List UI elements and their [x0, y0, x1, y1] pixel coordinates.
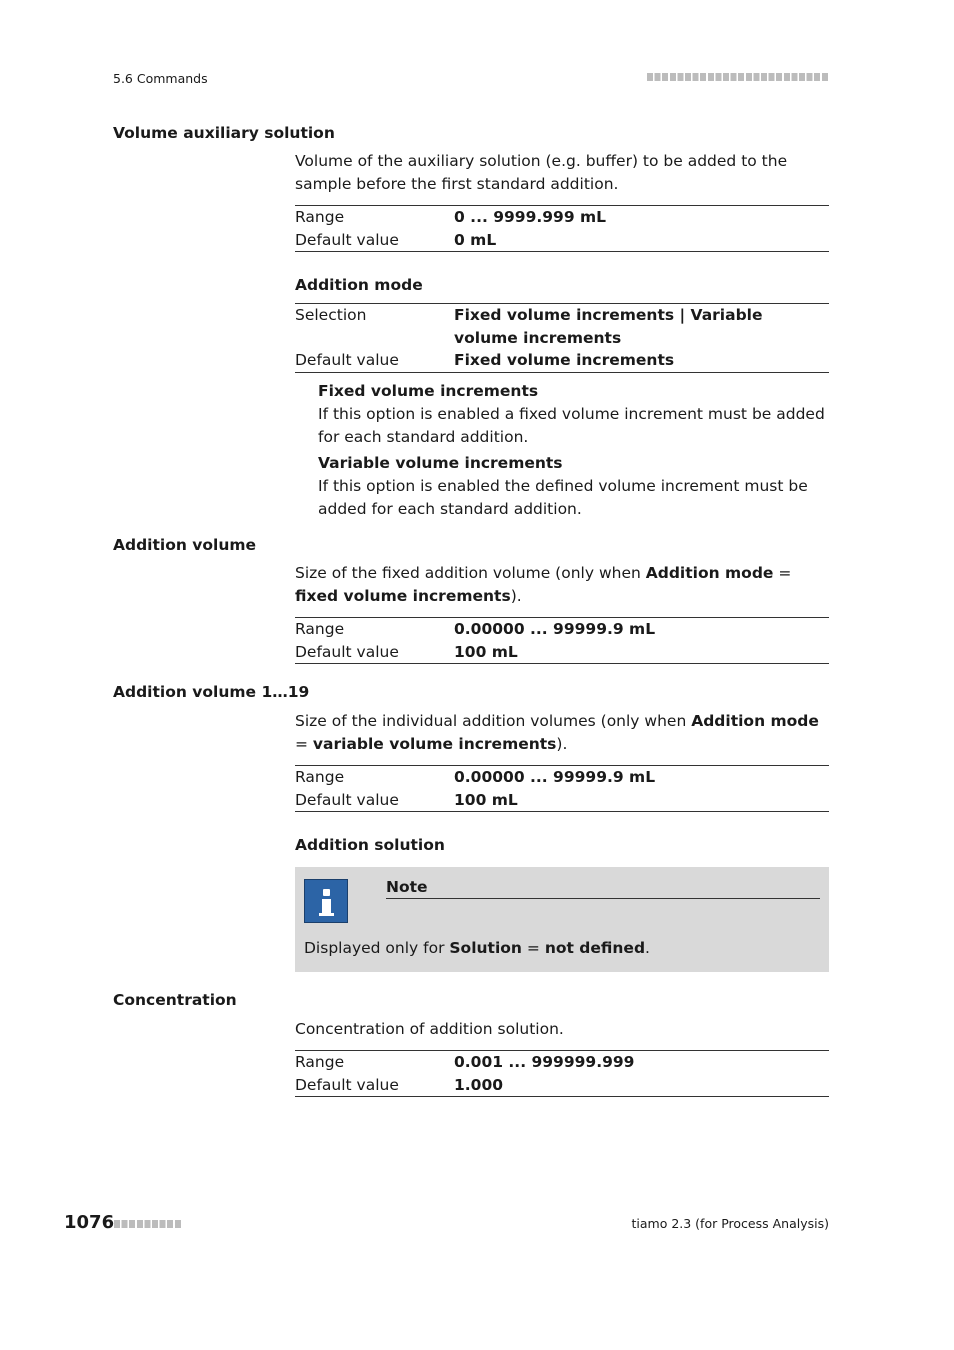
default-value: Fixed volume increments [454, 351, 675, 369]
default-label: Default value [295, 642, 399, 661]
note-text: Displayed only for Solution = not defined. [304, 939, 650, 957]
range-value: 0.00000 ... 99999.9 mL [454, 768, 656, 786]
param-table [295, 765, 829, 812]
param-title-addition-volume: Addition volume [113, 536, 257, 554]
range-label: Range [295, 768, 345, 786]
param-table [295, 1050, 829, 1097]
header-decoration [647, 73, 829, 81]
range-label: Range [295, 620, 345, 638]
default-value: 1.000 [454, 1075, 504, 1094]
param-table [295, 205, 829, 252]
option-title-variable: Variable volume increments [318, 454, 563, 472]
param-table [295, 617, 829, 664]
selection-value: Fixed volume increments | Variable volume increments [454, 306, 763, 347]
default-label: Default value [295, 1075, 399, 1094]
default-value: 0 mL [454, 230, 497, 249]
param-title-concentration: Concentration [113, 991, 237, 1009]
running-header-section: 5.6 Commands [113, 71, 208, 86]
default-value: 100 mL [454, 642, 518, 661]
default-label: Default value [295, 351, 399, 369]
range-value: 0.001 ... 999999.999 [454, 1053, 635, 1071]
footer-product: tiamo 2.3 (for Process Analysis) [631, 1216, 829, 1231]
range-value: 0 ... 9999.999 mL [454, 208, 607, 226]
param-title-addition-solution: Addition solution [295, 836, 445, 854]
note-title: Note [386, 877, 820, 899]
option-desc-fixed: If this option is enabled a fixed volume increment must be added for each standard addition. [318, 405, 825, 446]
param-description: Volume of the auxiliary solution (e.g. buffer) to be added to the sample before the first standard addition. [295, 152, 788, 193]
option-desc-variable: If this option is enabled the defined volume increment must be added for each standard addition. [318, 477, 808, 518]
info-icon [304, 879, 348, 923]
selection-label: Selection [295, 306, 367, 324]
footer-decoration [114, 1220, 182, 1228]
param-table [295, 303, 829, 373]
note-box [295, 867, 829, 972]
range-value: 0.00000 ... 99999.9 mL [454, 620, 656, 638]
default-label: Default value [295, 230, 399, 249]
range-label: Range [295, 208, 345, 226]
param-description: Size of the individual addition volumes (only when Addition mode = variable volume increments). [295, 712, 819, 753]
param-description: Concentration of addition solution. [295, 1020, 564, 1038]
default-value: 100 mL [454, 790, 518, 809]
param-description: Size of the fixed addition volume (only when Addition mode = fixed volume increments). [295, 564, 792, 605]
range-label: Range [295, 1053, 345, 1071]
option-title-fixed: Fixed volume increments [318, 382, 539, 400]
param-title-addition-volume-n: Addition volume 1…19 [113, 683, 310, 701]
page-number: 1076 [64, 1212, 115, 1233]
param-title-volume-auxiliary: Volume auxiliary solution [113, 124, 335, 142]
default-label: Default value [295, 790, 399, 809]
param-title-addition-mode: Addition mode [295, 276, 423, 294]
